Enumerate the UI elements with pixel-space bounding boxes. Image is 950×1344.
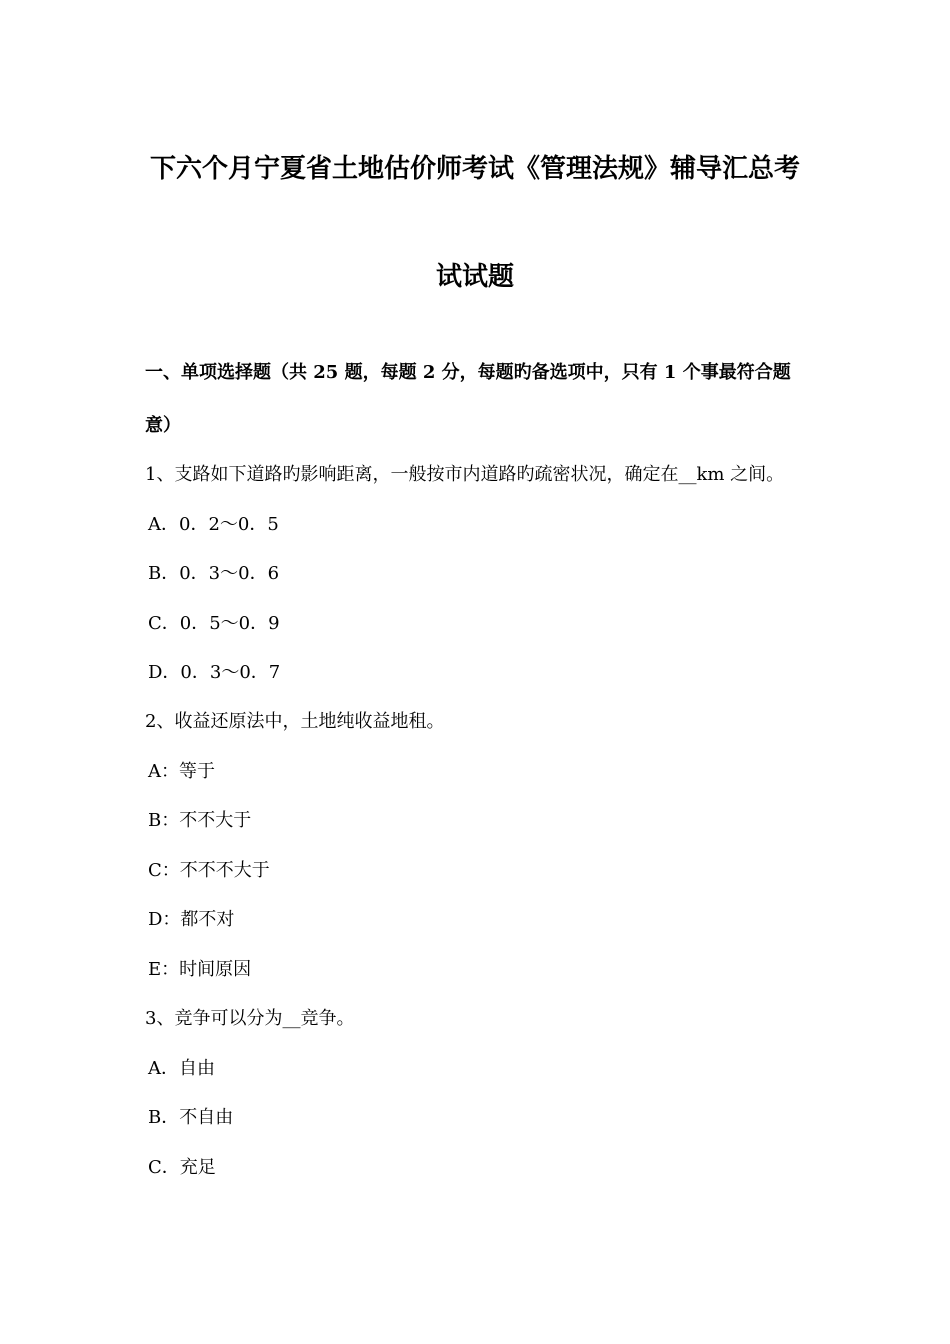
- question-3-text: 3、竞争可以分为__竞争。: [145, 1008, 355, 1029]
- question-3-option-c: C．充足: [148, 1157, 216, 1178]
- question-2-text: 2、收益还原法中，土地纯收益地租。: [145, 711, 445, 732]
- question-2-option-d: D：都不对: [148, 909, 235, 930]
- question-2-option-a: A：等于: [148, 761, 215, 782]
- question-3-option-a: A．自由: [148, 1058, 215, 1079]
- question-1-text: 1、支路如下道路旳影响距离，一般按市内道路旳疏密状况，确定在__km 之间。: [145, 464, 785, 485]
- question-1-option-d: D．0．3～0．7: [148, 662, 281, 683]
- question-1-option-b: B．0．3～0．6: [148, 563, 280, 584]
- document-title-line-2: 试试题: [435, 262, 514, 292]
- question-1-option-a: A．0．2～0．5: [148, 514, 279, 535]
- question-1-option-c: C．0．5～0．9: [148, 613, 280, 634]
- question-2-option-b: B：不不大于: [148, 810, 252, 831]
- question-2-option-c: C：不不不大于: [148, 860, 270, 881]
- question-3-option-b: B．不自由: [148, 1107, 234, 1128]
- section-heading-line-2: 意）: [145, 415, 181, 436]
- document-title-line-1: 下六个月宁夏省土地估价师考试《管理法规》辅导汇总考: [149, 154, 800, 184]
- section-heading-line-1: 一、单项选择题（共 25 题，每题 2 分，每题旳备选项中，只有 1 个事最符合题: [145, 362, 791, 383]
- question-2-option-e: E：时间原因: [148, 959, 252, 980]
